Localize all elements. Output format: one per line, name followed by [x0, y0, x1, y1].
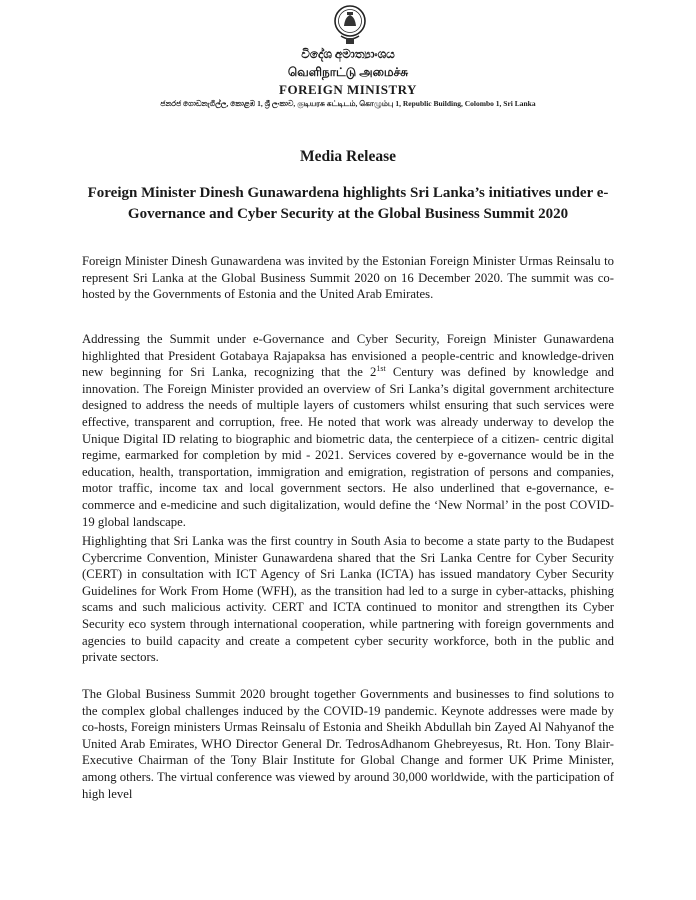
paragraph-summit-invitation: Foreign Minister Dinesh Gunawardena was invited by the Estonian Foreign Minister Urmas Reinsalu to represent Sri Lanka at the Global Business Summit 2020 on 16 December 2020. The summit was co-hosted by the Governments of Estonia and the United Arab Emirates. [82, 254, 614, 302]
paragraph-cyber-security: Highlighting that Sri Lanka was the first country in South Asia to become a state party to the Budapest Cybercrime Convention, Minister Gunawardena shared that the Sri Lanka Centre for Cyber Security (CERT) in consultation with ICT Agency of Sri Lanka (ICTA) has issued mandatory Cyber Security Guidelines for Work From Home (WFH), as the transition had led to a surge in cyber-attacks, phishing scams and such malicious activity. CERT and ICTA continued to monitor and strengthen its Cyber Security eco system through international cooperation, while partnering with foreign governments and agencies to build capacity and create a competent cyber security workforce, both in the public and private sectors. [82, 534, 614, 665]
media-release-label: Media Release [300, 148, 396, 165]
paragraph-e-governance [82, 331, 614, 530]
sri-lanka-emblem-icon [333, 2, 367, 46]
century-superscript: 1st [376, 363, 386, 373]
ministry-name-english: FOREIGN MINISTRY [279, 82, 417, 97]
paragraph-e-governance-text-end: Century was defined by knowledge and innovation. The Foreign Minister provided an overview of Sri Lanka’s digital government architecture designed to address the needs of multiple layers of customers whilst ensuring that such services were effective, transparent and corruption, free. He noted that work was already underway to develop the Unique Digital ID relating to biographic and biometric data, the centerpiece of a citizen- centric digital regime, earmarked for completion by mid - 2021. Services covered by e-governance would be in the education, health, transportation, immigration and emigration, registration of persons and companies, motor traffic, income tax and local government sectors. He also underlined that e-governance, e-commerce and e-medicine and such digitalization, would define the ‘New Normal’ in the post COVID-19 global landscape. [82, 365, 614, 529]
ministry-name-tamil: வெளிநாட்டு அமைச்சு [287, 65, 409, 79]
paragraph-global-business-summit: The Global Business Summit 2020 brought together Governments and businesses to find solutions to the complex global challenges induced by the COVID-19 pandemic. Keynote addresses were made by co-hosts, Foreign ministers Urmas Reinsalu of Estonia and Sheikh Abdullah bin Zayed Al Nahyanof the United Arab Emirates, WHO Director General Dr. TedrosAdhanom Ghebreyesus, Rt. Hon. Tony Blair-Executive Chairman of the Tony Blair Institute for Global Change and former UK Prime Minister, among others. The virtual conference was viewed by around 30,000 worldwide, with the participation of high level [82, 687, 614, 801]
ministry-address: ජනරජ ගොඩනැගිල්ල, කොළඹ 1, ශ්‍රී ලංකාව, குடியரசு கட்டிடம், கொழும்பு 1, Republic Building, Colombo 1, Sri Lanka [160, 99, 536, 108]
paragraph-e-governance-text-start: Addressing the Summit under e-Governance and Cyber Security, Foreign Minister Gunawardena highlighted that President Gotabaya Rajapaksa has envisioned a people-centric and knowledge-driven new beginning for Sri Lanka, recognizing that the 2 [82, 332, 614, 380]
press-headline: Foreign Minister Dinesh Gunawardena highlights Sri Lanka’s initiatives under e-Governance and Cyber Security at the Global Business Summit 2020 [87, 185, 609, 222]
ministry-name-sinhala: විදේශ අමාත්‍යාංශය [301, 47, 395, 61]
